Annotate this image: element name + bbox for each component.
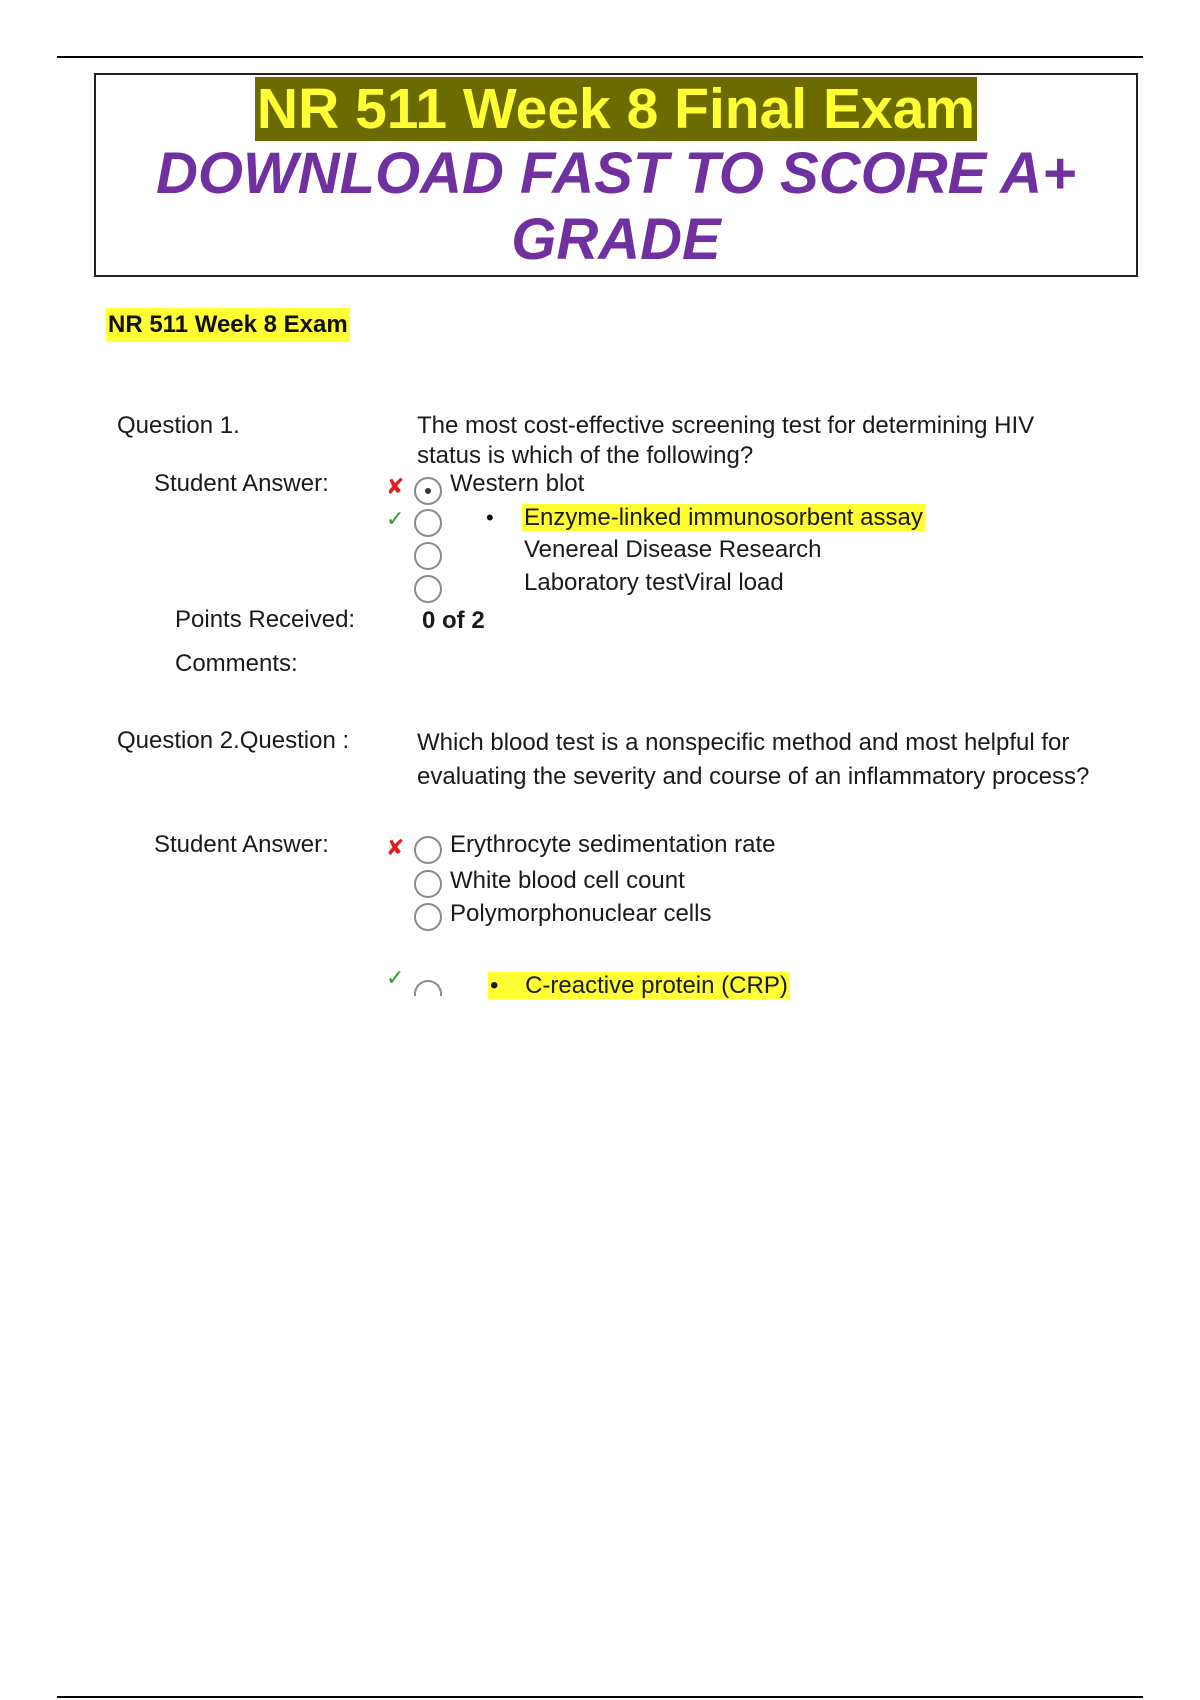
q2-option3-radio[interactable] (414, 903, 442, 931)
top-rule (57, 56, 1143, 58)
title-subtitle-line1: DOWNLOAD FAST TO SCORE A+ (156, 141, 1076, 206)
q2-option2-radio[interactable] (414, 870, 442, 898)
q1-option2-text: Enzyme-linked immunosorbent assay (524, 504, 923, 531)
q2-option1-radio[interactable] (414, 836, 442, 864)
incorrect-icon: ✘ (386, 835, 405, 860)
title-subtitle-line2: GRADE (511, 207, 721, 272)
q2-option1-text: Erythrocyte sedimentation rate (450, 831, 776, 858)
question2-student-answer-label: Student Answer: (154, 831, 329, 858)
q2-option4-radio[interactable] (414, 980, 442, 996)
question1-text: The most cost-effective screening test for determining HIV status is which of the following? (417, 412, 1035, 469)
q1-option1-text: Western blot (450, 470, 585, 497)
title-box (94, 73, 1138, 277)
question2-text: Which blood test is a nonspecific method and most helpful for evaluating the severity and course of an inflammatory process? (417, 729, 1090, 790)
title-main: NR 511 Week 8 Final Exam (256, 77, 976, 141)
q1-option3-radio[interactable] (414, 542, 442, 570)
points-received-label: Points Received: (175, 606, 356, 633)
q1-option4-text: Laboratory testViral load (524, 569, 784, 596)
q1-option3-text: Venereal Disease Research (524, 536, 822, 563)
q2-option2-text: White blood cell count (450, 867, 685, 894)
bullet-icon: • (486, 505, 494, 530)
q2-option3-text: Polymorphonuclear cells (450, 900, 712, 927)
question1-label: Question 1. (117, 412, 240, 439)
q1-option2-radio[interactable] (414, 509, 442, 537)
exam-tag: NR 511 Week 8 Exam (106, 308, 350, 342)
incorrect-icon: ✘ (386, 474, 405, 499)
q1-option4-radio[interactable] (414, 575, 442, 603)
question1-student-answer-label: Student Answer: (154, 470, 329, 497)
points-received-value: 0 of 2 (422, 607, 485, 634)
q2-option4-text: • C-reactive protein (CRP) (490, 972, 788, 999)
question2-label: Question 2.Question : (117, 727, 350, 754)
bottom-rule (57, 1696, 1143, 1698)
correct-icon: ✓ (386, 965, 405, 990)
correct-icon: ✓ (386, 506, 405, 531)
comments-label: Comments: (175, 650, 298, 677)
q1-option1-radio[interactable] (414, 477, 442, 505)
